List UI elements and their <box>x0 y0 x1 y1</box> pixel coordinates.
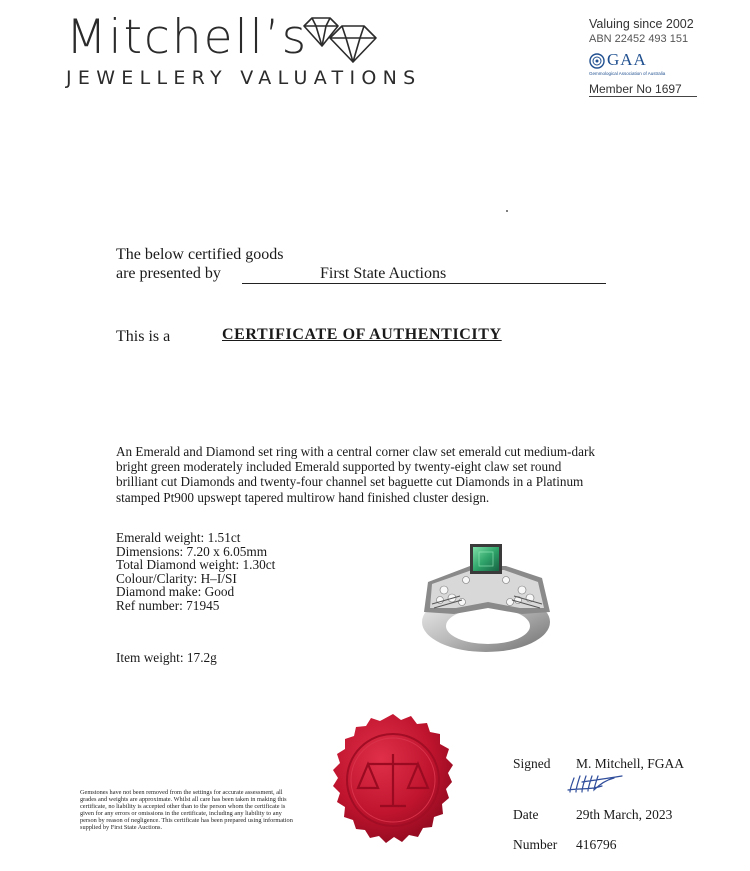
intro-line-1: The below certified goods <box>116 246 284 263</box>
spec-list <box>116 531 275 613</box>
signed-name: M. Mitchell, FGAA <box>576 756 684 771</box>
valuing-since: Valuing since 2002 <box>589 17 694 31</box>
disclaimer-text: Gemstones have not been removed from the settings for accurate assessment, all grades and weights are approximate. Whilst all care has been taken in making this certificate, no liability is accepted other than to the person whom the certificate is given for any errors or omissions in the certificate, including any liability to any person by reason of negligence. This certificate has been prepared using information supplied by First State Auctions. <box>80 789 293 831</box>
gaa-full-name: Gemmological Association of Australia <box>589 71 666 76</box>
signed-label: Signed <box>513 756 551 771</box>
certificate-title: CERTIFICATE OF AUTHENTICITY <box>222 326 502 343</box>
abn-number: ABN 22452 493 151 <box>589 33 689 45</box>
brand-logo-text: Mitchell’s <box>66 10 309 65</box>
brand-tagline: JEWELLERY VALUATIONS <box>66 67 422 89</box>
number-label: Number <box>513 837 558 852</box>
item-weight: Item weight: 17.2g <box>116 650 217 665</box>
member-number: Member No 1697 <box>589 82 682 96</box>
intro-line-2: are presented by <box>116 265 221 282</box>
ring-photo <box>410 538 558 658</box>
date-value: 29th March, 2023 <box>576 807 673 822</box>
presenter-name: First State Auctions <box>320 265 447 282</box>
speck <box>506 210 508 212</box>
spec-emerald-weight: Emerald weight: 1.51ct <box>116 530 241 545</box>
item-weight-block <box>116 651 217 665</box>
spec-diamond-make: Diamond make: Good <box>116 584 235 600</box>
presenter-underline <box>242 283 606 284</box>
spec-diamond-weight: Total Diamond weight: 1.30ct <box>116 557 276 573</box>
diamond-logo-icon <box>302 12 382 64</box>
date-label: Date <box>513 807 539 822</box>
gaa-label: GAA <box>607 50 647 69</box>
spec-dimensions: Dimensions: 7.20 x 6.05mm <box>116 543 268 559</box>
certificate-number: 416796 <box>576 837 617 852</box>
spec-colour-clarity: Colour/Clarity: H–I/SI <box>116 570 237 586</box>
member-underline <box>589 96 697 97</box>
item-description: An Emerald and Diamond set ring with a central corner claw set emerald cut medium-dark bright green moderately included Emerald supported by twenty-eight claw set round brilliant cut Diamonds and twenty-four channel set baguette cut Diamonds in a Platinum stamped Pt900 upswept tapered multirow hand finished cluster design. <box>116 444 595 505</box>
gaa-emblem-icon <box>589 53 605 69</box>
wax-seal-icon <box>318 710 468 860</box>
certificate-prefix: This is a <box>116 328 171 345</box>
handwritten-signature <box>562 770 672 796</box>
spec-ref-number: Ref number: 71945 <box>116 597 220 613</box>
